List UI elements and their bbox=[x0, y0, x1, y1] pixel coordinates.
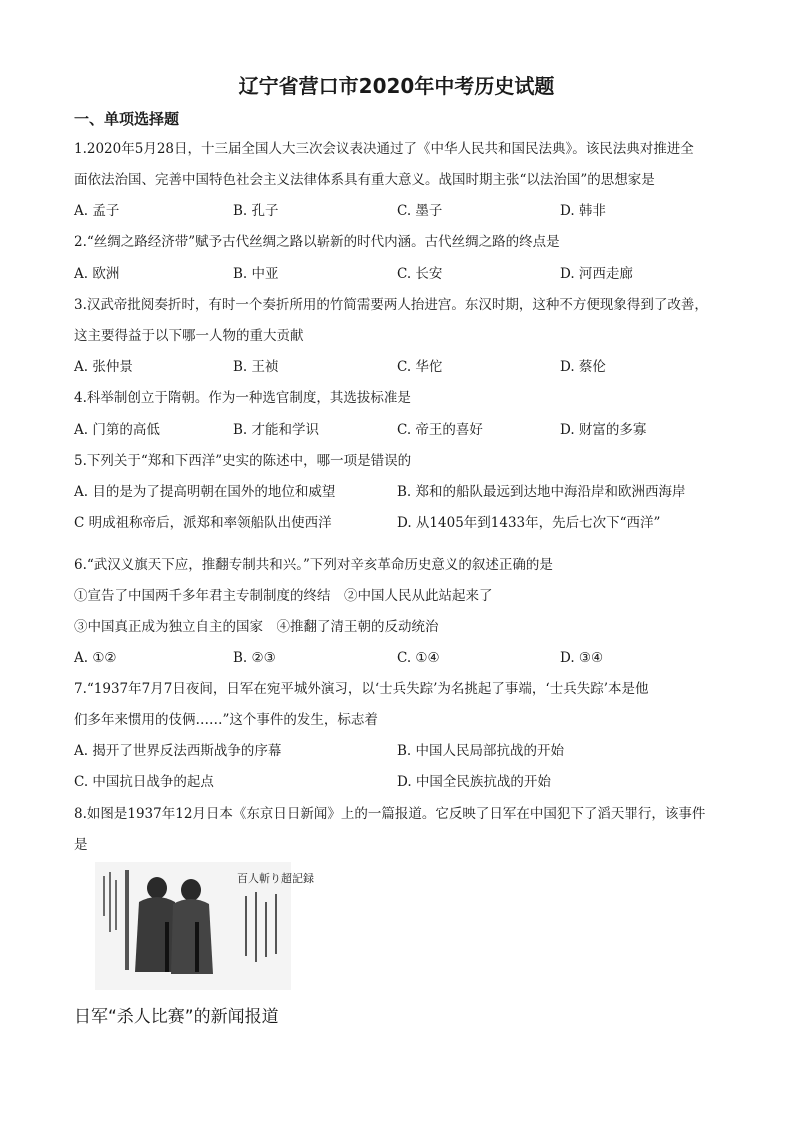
q4-option-d: D. 财富的多寡 bbox=[560, 422, 647, 438]
q7-option-a: A. 揭开了世界反法西斯战争的序幕 bbox=[74, 743, 282, 759]
q1-option-b: B. 孔子 bbox=[233, 203, 279, 219]
q2-option-c: C. 长安 bbox=[397, 266, 443, 282]
q7-option-b: B. 中国人民局部抗战的开始 bbox=[397, 743, 565, 759]
q5-option-d: D. 从1405年到1433年，先后七次下“西洋” bbox=[397, 515, 661, 531]
q5-option-a: A. 目的是为了提高明朝在国外的地位和威望 bbox=[74, 484, 336, 500]
section-heading: 一、单项选择题 bbox=[74, 110, 180, 128]
q4-option-a: A. 门第的高低 bbox=[74, 422, 160, 438]
q1-option-c: C. 墨子 bbox=[397, 203, 443, 219]
question-8-line-2: 是 bbox=[74, 837, 88, 853]
q7-option-c: C. 中国抗日战争的起点 bbox=[74, 774, 214, 790]
q5-option-b: B. 郑和的船队最远到达地中海沿岸和欧洲西海岸 bbox=[397, 484, 686, 500]
q1-option-a: A. 孟子 bbox=[74, 203, 120, 219]
question-1-line-1: 1.2020年5月28日，十三届全国人大三次会议表决通过了《中华人民共和国民法典》。该民法典对推进全 bbox=[74, 141, 694, 157]
question-4-line-1: 4.科举制创立于隋朝。作为一种选官制度，其选拔标准是 bbox=[74, 390, 411, 406]
q3-option-d: D. 蔡伦 bbox=[560, 359, 606, 375]
question-2-line-1: 2.“丝绸之路经济带”赋予古代丝绸之路以崭新的时代内涵。古代丝绸之路的终点是 bbox=[74, 234, 560, 250]
q4-option-b: B. 才能和学识 bbox=[233, 422, 320, 438]
q2-option-d: D. 河西走廊 bbox=[560, 266, 633, 282]
q4-option-c: C. 帝王的喜好 bbox=[397, 422, 483, 438]
question-6-line-2: ①宣告了中国两千多年君主专制制度的终结 ②中国人民从此站起来了 bbox=[74, 588, 493, 604]
q6-option-a: A. ①② bbox=[74, 650, 117, 666]
q6-option-c: C. ①④ bbox=[397, 650, 440, 666]
q2-option-b: B. 中亚 bbox=[233, 266, 279, 282]
q7-option-d: D. 中国全民族抗战的开始 bbox=[397, 774, 551, 790]
question-6-line-1: 6.“武汉义旗天下应，推翻专制共和兴。”下列对辛亥革命历史意义的叙述正确的是 bbox=[74, 557, 553, 573]
q1-option-d: D. 韩非 bbox=[560, 203, 606, 219]
question-8-line-1: 8.如图是1937年12月日本《东京日日新闻》上的一篇报道。它反映了日军在中国犯下了滔天罪行，该事件 bbox=[74, 806, 706, 822]
q2-option-a: A. 欧洲 bbox=[74, 266, 120, 282]
page-title: 辽宁省营口市2020年中考历史试题 bbox=[238, 74, 555, 98]
newspaper-headline: 百人斬り超記録 bbox=[237, 872, 314, 885]
question-7-line-2: 们多年来惯用的伎俩……”这个事件的发生，标志着 bbox=[74, 712, 378, 728]
newspaper-photo bbox=[95, 862, 314, 990]
question-7-line-1: 7.“1937年7月7日夜间，日军在宛平城外演习，以‘士兵失踪’为名挑起了事端，‘士兵失踪’本是他 bbox=[74, 681, 649, 697]
question-3-line-1: 3.汉武帝批阅奏折时，有时一个奏折所用的竹简需要两人抬进宫。东汉时期，这种不方便现象得到了改善， bbox=[74, 297, 708, 313]
q6-option-b: B. ②③ bbox=[233, 650, 276, 666]
q3-option-a: A. 张仲景 bbox=[74, 359, 133, 375]
q3-option-c: C. 华佗 bbox=[397, 359, 443, 375]
figure-caption: 日军“杀人比赛”的新闻报道 bbox=[74, 1007, 279, 1027]
question-5-line-1: 5.下列关于“郑和下西洋”史实的陈述中，哪一项是错误的 bbox=[74, 453, 412, 469]
q6-option-d: D. ③④ bbox=[560, 650, 604, 666]
question-6-line-3: ③中国真正成为独立自主的国家 ④推翻了清王朝的反动统治 bbox=[74, 619, 439, 635]
q5-option-c: C 明成祖称帝后，派郑和率领船队出使西洋 bbox=[74, 515, 332, 531]
question-3-line-2: 这主要得益于以下哪一人物的重大贡献 bbox=[74, 328, 304, 344]
question-1-line-2: 面依法治国、完善中国特色社会主义法律体系具有重大意义。战国时期主张“以法治国”的思想家是 bbox=[74, 172, 655, 188]
q3-option-b: B. 王祯 bbox=[233, 359, 279, 375]
